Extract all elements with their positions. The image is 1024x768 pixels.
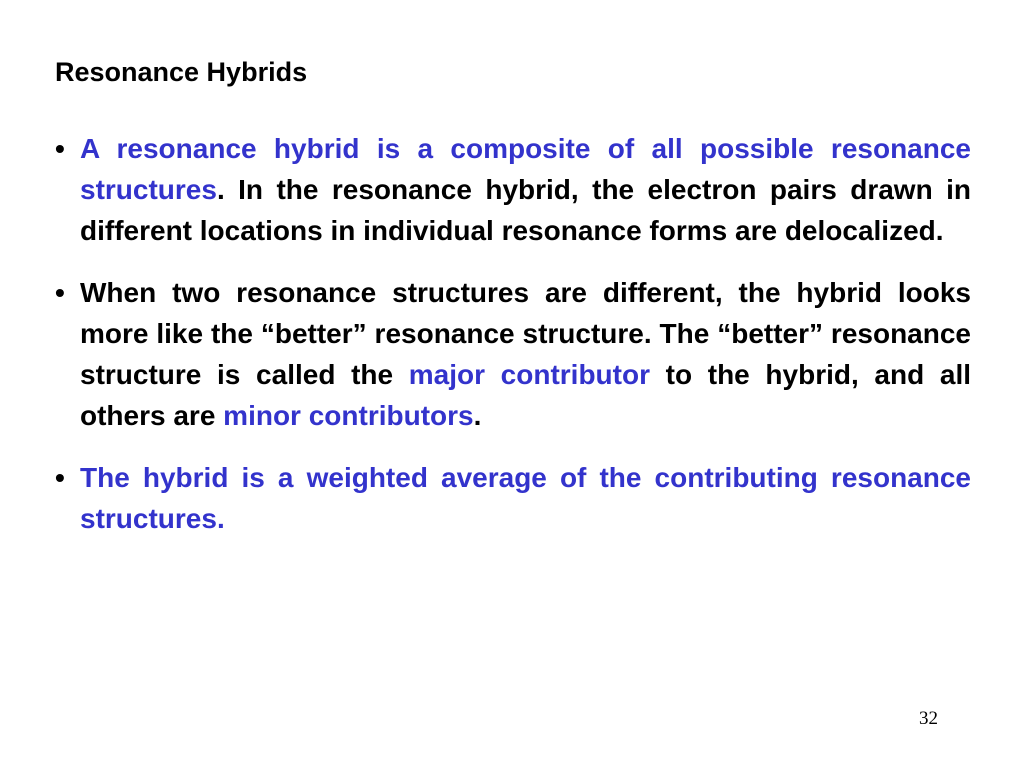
minor-contributors-term: minor contributors (223, 400, 474, 431)
body-text: . (473, 400, 482, 431)
bullet-dot-icon: • (55, 133, 65, 164)
body-text: . In the resonance hybrid, the electron pairs drawn in different locations in individual resonance forms are delocalized. (80, 174, 971, 246)
bullet-dot-icon: • (55, 462, 65, 493)
major-contributor-term: major contributor (408, 359, 650, 390)
highlight-text: A resonance hybrid is a composite of all possible resonance structures (80, 133, 971, 205)
bullet-item-1 (55, 128, 971, 251)
bullet-dot-icon: • (55, 277, 65, 308)
bullet-item-3 (55, 457, 971, 539)
slide-title: Resonance Hybrids (55, 57, 308, 87)
page-number: 32 (919, 708, 938, 729)
bullet-list (55, 128, 971, 560)
highlight-text: The hybrid is a weighted average of the contributing resonance structures. (80, 462, 971, 534)
body-text: to the hybrid, and all others are (80, 359, 972, 431)
bullet-item-2 (55, 272, 971, 436)
body-text: When two resonance structures are different, the hybrid looks more like the “better” resonance structure. The “better” resonance structure is called the (80, 277, 971, 390)
